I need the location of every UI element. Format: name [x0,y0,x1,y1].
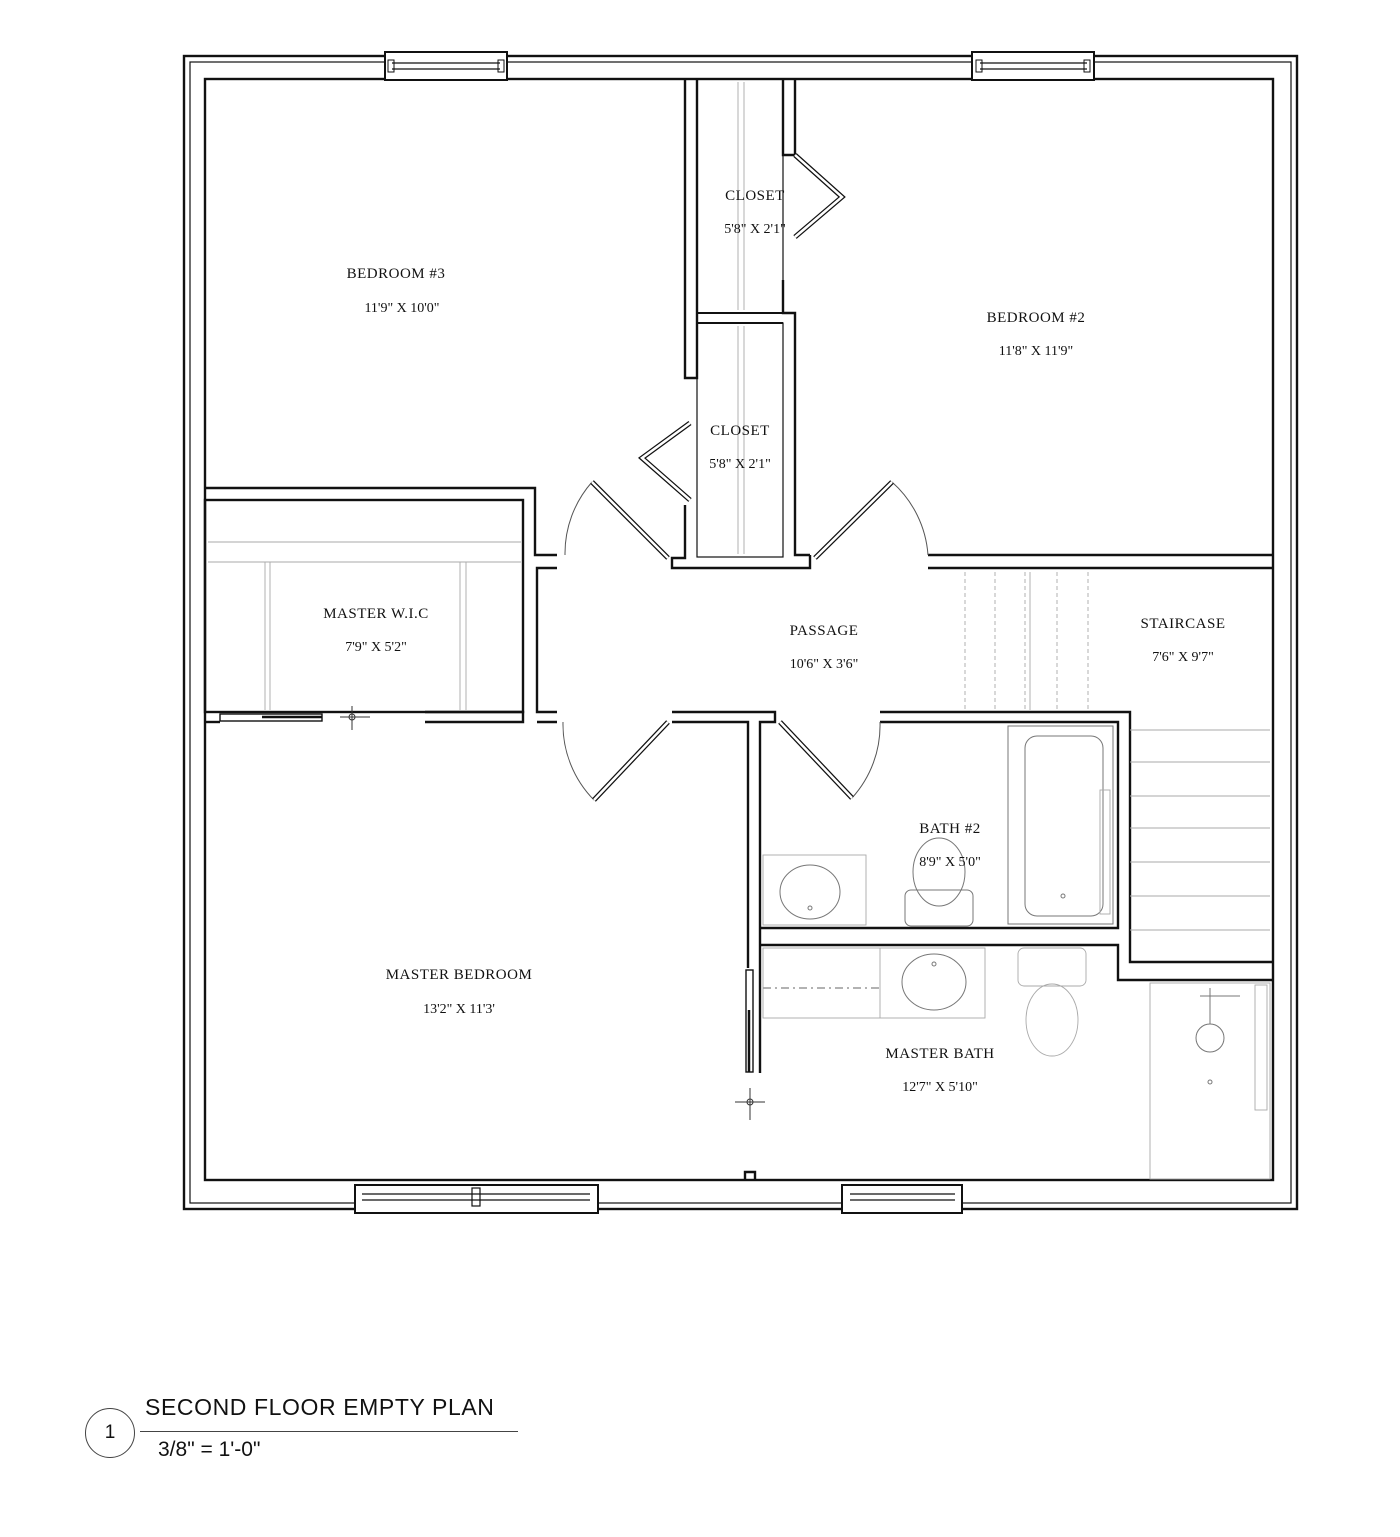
shower-master-bath [1150,983,1270,1179]
room-name: PASSAGE [789,623,859,639]
door-bath2 [780,722,880,798]
window-top-left [385,52,507,80]
room-name: CLOSET [710,423,770,439]
room-label-bedroom2 [987,310,1086,359]
room-label-bath2 [919,821,981,870]
door-master-bedroom [563,722,668,800]
room-name: STAIRCASE [1140,616,1226,632]
room-label-closet-mid [709,423,771,472]
room-label-passage [790,623,859,672]
room-name: BEDROOM #3 [346,266,446,282]
closet-rods [208,82,744,710]
room-label-bedroom3 [347,266,446,316]
room-name: MASTER W.I.C [323,606,429,622]
room-name: MASTER BATH [885,1046,995,1062]
room-dimensions: 5'8" X 2'1" [724,222,786,237]
drawing-title: SECOND FLOOR EMPTY PLAN [145,1394,495,1420]
drawing-number: 1 [104,1422,116,1443]
room-dimensions: 13'2" X 11'3' [423,1002,495,1017]
bathtub [1008,726,1113,924]
interior-walls [205,79,1273,1180]
drawing-scale: 3/8" = 1'-0" [158,1438,261,1461]
door-bedroom3 [565,482,668,558]
room-dimensions: 8'9" X 5'0" [919,855,981,870]
title-underline [140,1431,518,1432]
room-dimensions: 10'6" X 3'6" [789,657,859,672]
sliding-door-wic [220,706,370,730]
room-label-master-bedroom [386,967,533,1017]
room-name: BEDROOM #2 [986,310,1086,326]
drawing-number-circle [85,1408,135,1458]
room-label-staircase [1141,616,1226,665]
room-name: MASTER BEDROOM [385,967,533,983]
room-name: CLOSET [725,188,785,204]
window-bottom-right [842,1185,962,1213]
room-dimensions: 7'9" X 5'2" [345,640,407,655]
room-dimensions: 11'9" X 10'0" [364,301,440,316]
closet-bifold-door-mid [642,423,690,500]
room-dimensions: 12'7" X 5'10" [902,1080,978,1095]
vanity-master-bath [763,948,985,1018]
room-name: BATH #2 [919,821,981,837]
room-dimensions: 11'8" X 11'9" [998,344,1074,359]
toilet-master-bath [1018,948,1086,1056]
room-label-master-bath [885,1046,994,1095]
title-block [80,1390,540,1500]
sink-bath2 [763,855,866,925]
closet-bifold-door-top [795,155,842,237]
window-bottom-left [355,1185,598,1213]
room-dimensions: 5'8" X 2'1" [709,457,771,472]
window-top-right [972,52,1094,80]
toilet-bath2 [905,838,973,926]
door-bedroom2 [815,482,928,558]
room-label-master-wic [323,606,429,655]
room-label-closet-top [724,188,786,237]
room-dimensions: 7'6" X 9'7" [1152,650,1214,665]
